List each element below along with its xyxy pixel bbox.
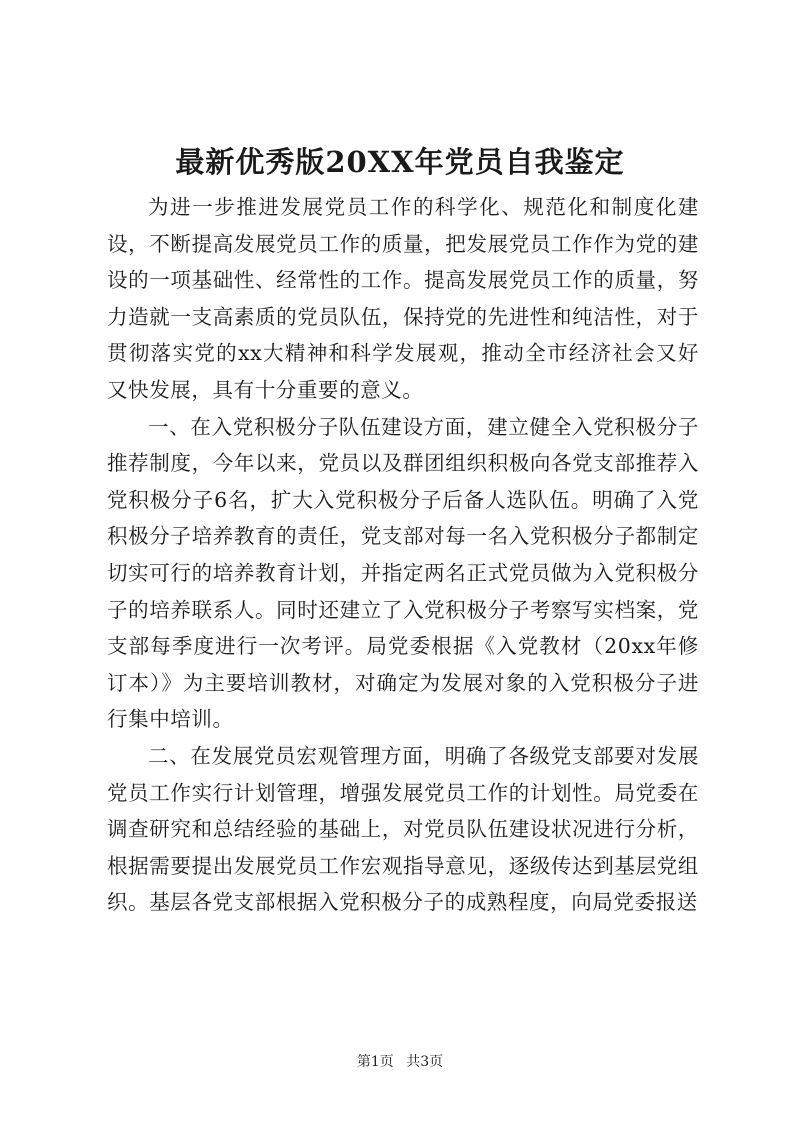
page-number: 第1页 bbox=[356, 1054, 394, 1070]
document-body bbox=[107, 189, 699, 921]
paragraph-section-2: 二、在发展党员宏观管理方面，明确了各级党支部要对发展党员工作实行计划管理，增强发展党员工作的计划性。局党委在调查研究和总结经验的基础上，对党员队伍建设状况进行分析，根据需要提出发展党员工作宏观指导意见，逐级传达到基层党组织。基层各党支部根据入党积极分子的成熟程度，向局党委报送 bbox=[107, 743, 699, 915]
paragraph-section-1: 一、在入党积极分子队伍建设方面，建立健全入党积极分子推荐制度，今年以来，党员以及群团组织积极向各党支部推荐入党积极分子6名，扩大入党积极分子后备人选队伍。明确了入党积极分子培养教育的责任，党支部对每一名入党积极分子都制定切实可行的培养教育计划，并指定两名正式党员做为入党积极分子的培养联系人。同时还建立了入党积极分子考察写实档案，党支部每季度进行一次考评。局党委根据《入党教材（20xx年修订本）》为主要培训教材，对确定为发展对象的入党积极分子进行集中培训。 bbox=[107, 414, 699, 732]
page-footer bbox=[0, 1052, 800, 1072]
document-title: 最新优秀版20XX年党员自我鉴定 bbox=[175, 145, 625, 179]
paragraph-intro: 为进一步推进发展党员工作的科学化、规范化和制度化建设，不断提高发展党员工作的质量，把发展党员工作作为党的建设的一项基础性、经常性的工作。提高发展党员工作的质量，努力造就一支高素质的党员队伍，保持党的先进性和纯洁性，对于贯彻落实党的xx大精神和科学发展观，推动全市经济社会又好又快发展，具有十分重要的意义。 bbox=[107, 195, 699, 402]
page-total: 共3页 bbox=[406, 1054, 444, 1070]
